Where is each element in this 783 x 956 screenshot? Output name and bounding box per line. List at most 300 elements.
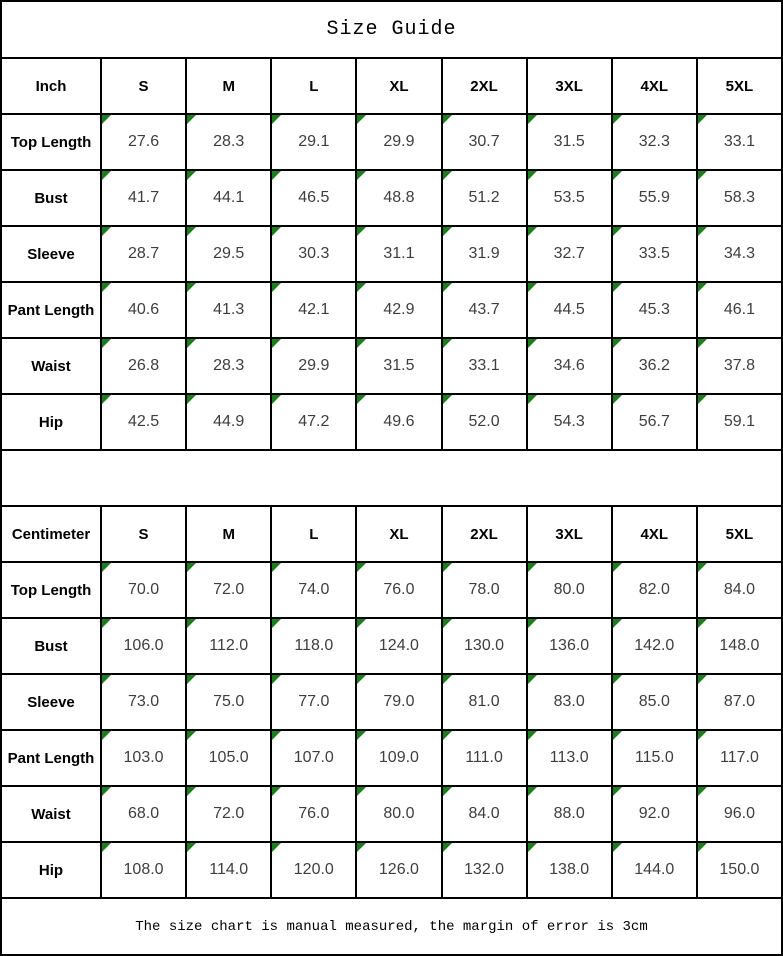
corner-marker-icon (613, 675, 622, 684)
size-col-header-text: M (222, 525, 235, 543)
corner-marker-icon (187, 675, 196, 684)
corner-marker-icon (187, 339, 196, 348)
size-value-cell-text: 124.0 (378, 637, 419, 654)
size-value-cell-text: 43.7 (468, 301, 500, 318)
corner-marker-icon (102, 731, 111, 740)
size-value-cell (186, 786, 271, 842)
measurement-row (1, 618, 782, 674)
size-value-cell (101, 338, 186, 394)
row-label-text: Hip (38, 861, 64, 879)
size-value-cell (442, 282, 527, 338)
size-value-cell-text: 111.0 (465, 749, 503, 766)
row-label-text: Sleeve (27, 245, 75, 263)
size-value-cell (356, 730, 441, 786)
page-title-text: Size Guide (326, 18, 457, 41)
corner-marker-icon (272, 619, 281, 628)
size-value-cell-text: 27.6 (127, 133, 160, 150)
centimeter-table-body (1, 506, 782, 898)
size-col-header-text: L (309, 525, 319, 543)
size-value-cell-text: 42.5 (127, 413, 160, 430)
corner-marker-icon (187, 787, 196, 796)
corner-marker-icon (528, 787, 537, 796)
size-value-cell (612, 282, 697, 338)
footer-note (1, 898, 782, 955)
size-value-cell (697, 338, 782, 394)
size-value-cell-text: 31.5 (383, 357, 415, 374)
size-col-header-text: XL (389, 77, 409, 95)
corner-marker-icon (357, 675, 366, 684)
row-label (1, 394, 101, 450)
size-value-cell-text: 117.0 (720, 749, 759, 766)
measurement-row (1, 114, 782, 170)
size-value-cell-text: 28.3 (213, 133, 245, 150)
size-value-cell-text: 31.5 (553, 133, 585, 150)
size-col-header (356, 58, 441, 114)
corner-marker-icon (187, 731, 196, 740)
row-label (1, 338, 101, 394)
size-value-cell-text: 40.6 (127, 301, 160, 318)
row-label-text: Pant Length (7, 301, 95, 319)
size-value-cell (612, 730, 697, 786)
spacer-cell (1, 450, 782, 506)
spacer-row (1, 450, 782, 506)
corner-marker-icon (613, 563, 622, 572)
corner-marker-icon (443, 843, 452, 852)
corner-marker-icon (613, 227, 622, 236)
size-value-cell (271, 282, 356, 338)
size-value-cell-text: 87.0 (723, 693, 755, 710)
size-value-cell-text: 84.0 (723, 581, 755, 598)
size-value-cell-text: 41.7 (127, 189, 160, 206)
corner-marker-icon (698, 675, 707, 684)
size-value-cell (186, 842, 271, 898)
size-value-cell (271, 618, 356, 674)
corner-marker-icon (357, 339, 366, 348)
size-value-cell-text: 44.1 (213, 189, 245, 206)
size-value-cell (101, 786, 186, 842)
size-value-cell-text: 42.9 (383, 301, 415, 318)
measurement-row (1, 394, 782, 450)
size-value-cell-text: 53.5 (553, 189, 585, 206)
corner-marker-icon (528, 619, 537, 628)
size-value-cell (442, 562, 527, 618)
corner-marker-icon (357, 395, 366, 404)
size-value-cell (697, 786, 782, 842)
corner-marker-icon (443, 563, 452, 572)
size-value-cell-text: 68.0 (127, 805, 160, 822)
size-value-cell (697, 114, 782, 170)
size-value-cell (612, 226, 697, 282)
row-label (1, 562, 101, 618)
corner-marker-icon (443, 339, 452, 348)
size-value-cell-text: 56.7 (638, 413, 670, 430)
corner-marker-icon (187, 171, 196, 180)
corner-marker-icon (613, 171, 622, 180)
corner-marker-icon (698, 787, 707, 796)
size-value-cell-text: 34.6 (553, 357, 585, 374)
size-value-cell-text: 30.7 (468, 133, 500, 150)
corner-marker-icon (613, 731, 622, 740)
measurement-row (1, 674, 782, 730)
size-value-cell-text: 120.0 (293, 861, 334, 878)
corner-marker-icon (443, 227, 452, 236)
row-label-text: Pant Length (7, 749, 95, 767)
size-value-cell-text: 42.1 (298, 301, 330, 318)
size-value-cell (612, 170, 697, 226)
row-label (1, 730, 101, 786)
size-value-cell-text: 49.6 (383, 413, 415, 430)
size-value-cell (186, 730, 271, 786)
size-value-cell (271, 338, 356, 394)
size-value-cell-text: 150.0 (719, 861, 760, 878)
corner-marker-icon (613, 619, 622, 628)
size-value-cell (697, 674, 782, 730)
corner-marker-icon (613, 395, 622, 404)
size-value-cell (271, 170, 356, 226)
size-col-header-text: M (222, 77, 235, 95)
corner-marker-icon (102, 283, 111, 292)
size-value-cell-text: 77.0 (298, 693, 330, 710)
corner-marker-icon (102, 115, 111, 124)
corner-marker-icon (528, 227, 537, 236)
corner-marker-icon (272, 675, 281, 684)
size-col-header-text: XL (389, 525, 409, 543)
size-value-cell (186, 170, 271, 226)
size-col-header (356, 506, 441, 562)
corner-marker-icon (272, 227, 281, 236)
corner-marker-icon (613, 115, 622, 124)
size-value-cell (101, 730, 186, 786)
corner-marker-icon (528, 843, 537, 852)
size-value-cell (356, 562, 441, 618)
row-label-text: Bust (34, 637, 68, 655)
size-value-cell (101, 562, 186, 618)
size-value-cell (527, 730, 612, 786)
size-col-header-text: 4XL (640, 525, 669, 543)
size-value-cell-text: 31.9 (468, 245, 500, 262)
row-label-text: Bust (34, 189, 68, 207)
size-value-cell-text: 72.0 (213, 581, 245, 598)
size-value-cell (186, 338, 271, 394)
size-value-cell (101, 282, 186, 338)
size-col-header (527, 506, 612, 562)
corner-marker-icon (357, 115, 366, 124)
size-col-header (186, 506, 271, 562)
size-value-cell (101, 114, 186, 170)
size-col-header-text: 2XL (470, 525, 498, 543)
corner-marker-icon (187, 115, 196, 124)
row-label-text: Top Length (10, 133, 92, 151)
size-col-header-text: 5XL (725, 77, 754, 95)
size-value-cell-text: 76.0 (298, 805, 330, 822)
size-value-cell (697, 842, 782, 898)
unit-label-text: Centimeter (11, 525, 91, 543)
footer-row (1, 898, 782, 955)
corner-marker-icon (528, 563, 537, 572)
corner-marker-icon (187, 395, 196, 404)
size-value-cell-text: 88.0 (553, 805, 585, 822)
size-value-cell-text: 45.3 (638, 301, 670, 318)
size-col-header-text: 2XL (470, 77, 498, 95)
corner-marker-icon (357, 787, 366, 796)
corner-marker-icon (187, 227, 196, 236)
corner-marker-icon (357, 171, 366, 180)
corner-marker-icon (613, 339, 622, 348)
row-label-text: Waist (31, 357, 71, 375)
title-row (1, 1, 782, 58)
corner-marker-icon (698, 115, 707, 124)
size-col-header (697, 58, 782, 114)
corner-marker-icon (528, 339, 537, 348)
corner-marker-icon (443, 171, 452, 180)
size-value-cell (356, 674, 441, 730)
corner-marker-icon (357, 731, 366, 740)
measurement-row (1, 170, 782, 226)
size-value-cell (527, 114, 612, 170)
size-value-cell-text: 107.0 (293, 749, 334, 766)
size-value-cell (186, 394, 271, 450)
measurement-row (1, 786, 782, 842)
size-value-cell (442, 170, 527, 226)
size-value-cell-text: 72.0 (213, 805, 245, 822)
size-value-cell-text: 32.3 (638, 133, 670, 150)
size-col-header (527, 58, 612, 114)
size-value-cell (186, 618, 271, 674)
size-value-cell (697, 170, 782, 226)
corner-marker-icon (102, 619, 111, 628)
size-col-header (442, 506, 527, 562)
size-value-cell (697, 394, 782, 450)
size-value-cell (356, 114, 441, 170)
measurement-row (1, 282, 782, 338)
size-value-cell-text: 33.1 (723, 133, 755, 150)
size-value-cell-text: 108.0 (123, 861, 164, 878)
size-value-cell-text: 109.0 (378, 749, 419, 766)
corner-marker-icon (613, 283, 622, 292)
size-value-cell (527, 786, 612, 842)
size-value-cell (697, 226, 782, 282)
size-value-cell (186, 562, 271, 618)
corner-marker-icon (698, 395, 707, 404)
corner-marker-icon (102, 843, 111, 852)
size-col-header-text: S (138, 525, 149, 543)
size-value-cell-text: 29.9 (383, 133, 415, 150)
size-value-cell-text: 37.8 (723, 357, 755, 374)
footer-note-text: The size chart is manual measured, the margin of error is 3cm (135, 918, 648, 935)
row-label (1, 674, 101, 730)
size-col-header-text: 3XL (555, 525, 583, 543)
size-value-cell-text: 73.0 (127, 693, 160, 710)
size-value-cell (527, 618, 612, 674)
size-value-cell-text: 32.7 (553, 245, 585, 262)
size-value-cell-text: 30.3 (298, 245, 330, 262)
size-col-header-text: S (138, 77, 149, 95)
size-value-cell (612, 618, 697, 674)
size-value-cell (101, 842, 186, 898)
row-label (1, 786, 101, 842)
size-value-cell-text: 44.9 (213, 413, 245, 430)
size-value-cell-text: 112.0 (209, 637, 249, 654)
size-col-header (101, 58, 186, 114)
corner-marker-icon (698, 171, 707, 180)
size-col-header (612, 506, 697, 562)
corner-marker-icon (357, 227, 366, 236)
size-value-cell (356, 842, 441, 898)
size-value-cell-text: 138.0 (549, 861, 590, 878)
size-value-cell-text: 130.0 (464, 637, 505, 654)
size-value-cell-text: 44.5 (553, 301, 585, 318)
size-value-cell (442, 786, 527, 842)
corner-marker-icon (102, 675, 111, 684)
size-value-cell (697, 282, 782, 338)
corner-marker-icon (357, 283, 366, 292)
size-value-cell-text: 106.0 (123, 637, 164, 654)
size-value-cell (356, 226, 441, 282)
size-value-cell (271, 842, 356, 898)
size-value-cell-text: 59.1 (723, 413, 755, 430)
size-header-row (1, 58, 782, 114)
corner-marker-icon (357, 563, 366, 572)
row-label-text: Waist (31, 805, 71, 823)
size-col-header (101, 506, 186, 562)
size-value-cell (697, 618, 782, 674)
size-value-cell (442, 394, 527, 450)
size-value-cell (442, 674, 527, 730)
size-header-row (1, 506, 782, 562)
size-value-cell (697, 562, 782, 618)
size-value-cell-text: 52.0 (468, 413, 500, 430)
corner-marker-icon (272, 787, 281, 796)
size-col-header (186, 58, 271, 114)
size-value-cell-text: 70.0 (127, 581, 160, 598)
size-value-cell-text: 33.1 (468, 357, 500, 374)
corner-marker-icon (698, 619, 707, 628)
size-value-cell (271, 674, 356, 730)
row-label (1, 226, 101, 282)
size-value-cell-text: 51.2 (468, 189, 500, 206)
size-col-header (442, 58, 527, 114)
size-value-cell-text: 55.9 (638, 189, 670, 206)
size-value-cell (527, 674, 612, 730)
size-value-cell-text: 46.5 (298, 189, 330, 206)
corner-marker-icon (102, 787, 111, 796)
row-label (1, 618, 101, 674)
corner-marker-icon (102, 339, 111, 348)
size-value-cell (442, 618, 527, 674)
corner-marker-icon (698, 843, 707, 852)
size-value-cell-text: 114.0 (209, 861, 249, 878)
size-value-cell (186, 114, 271, 170)
size-value-cell-text: 118.0 (294, 637, 334, 654)
size-value-cell (271, 394, 356, 450)
size-col-header-text: L (309, 77, 319, 95)
size-value-cell (271, 114, 356, 170)
row-label-text: Top Length (10, 581, 92, 599)
corner-marker-icon (698, 283, 707, 292)
size-value-cell-text: 54.3 (553, 413, 585, 430)
size-value-cell (356, 338, 441, 394)
corner-marker-icon (272, 843, 281, 852)
corner-marker-icon (272, 283, 281, 292)
size-col-header-text: 5XL (725, 525, 754, 543)
row-label (1, 114, 101, 170)
corner-marker-icon (272, 563, 281, 572)
size-value-cell (527, 226, 612, 282)
corner-marker-icon (187, 283, 196, 292)
corner-marker-icon (443, 115, 452, 124)
corner-marker-icon (272, 731, 281, 740)
size-value-cell (356, 170, 441, 226)
corner-marker-icon (187, 619, 196, 628)
corner-marker-icon (528, 395, 537, 404)
corner-marker-icon (102, 395, 111, 404)
corner-marker-icon (357, 619, 366, 628)
size-value-cell-text: 28.7 (127, 245, 160, 262)
size-value-cell (442, 842, 527, 898)
corner-marker-icon (272, 115, 281, 124)
measurement-row (1, 562, 782, 618)
measurement-row (1, 730, 782, 786)
size-value-cell-text: 26.8 (127, 357, 160, 374)
corner-marker-icon (272, 171, 281, 180)
size-value-cell-text: 79.0 (383, 693, 415, 710)
measurement-row (1, 226, 782, 282)
corner-marker-icon (528, 115, 537, 124)
page-title (1, 1, 782, 58)
size-value-cell-text: 76.0 (383, 581, 415, 598)
size-col-header-text: 4XL (640, 77, 669, 95)
size-value-cell (442, 730, 527, 786)
corner-marker-icon (443, 787, 452, 796)
size-value-cell-text: 82.0 (638, 581, 670, 598)
size-value-cell-text: 103.0 (123, 749, 164, 766)
size-value-cell (527, 282, 612, 338)
size-value-cell-text: 115.0 (634, 749, 674, 766)
corner-marker-icon (443, 619, 452, 628)
size-value-cell-text: 83.0 (553, 693, 585, 710)
size-value-cell (442, 226, 527, 282)
size-value-cell-text: 48.8 (383, 189, 415, 206)
size-value-cell (101, 226, 186, 282)
corner-marker-icon (272, 339, 281, 348)
size-value-cell (101, 618, 186, 674)
row-label (1, 170, 101, 226)
row-label-text: Hip (38, 413, 64, 431)
measurement-row (1, 842, 782, 898)
size-value-cell (271, 562, 356, 618)
corner-marker-icon (698, 339, 707, 348)
corner-marker-icon (102, 171, 111, 180)
size-value-cell-text: 142.0 (634, 637, 675, 654)
size-value-cell (612, 562, 697, 618)
size-value-cell (186, 226, 271, 282)
size-value-cell-text: 81.0 (468, 693, 500, 710)
size-value-cell (356, 394, 441, 450)
size-value-cell-text: 47.2 (298, 413, 330, 430)
corner-marker-icon (272, 395, 281, 404)
size-value-cell (527, 170, 612, 226)
size-value-cell (442, 114, 527, 170)
size-value-cell-text: 31.1 (383, 245, 415, 262)
size-value-cell-text: 58.3 (723, 189, 755, 206)
size-value-cell (527, 394, 612, 450)
size-value-cell (356, 282, 441, 338)
size-value-cell-text: 85.0 (638, 693, 670, 710)
size-value-cell (356, 786, 441, 842)
size-col-header-text: 3XL (555, 77, 583, 95)
size-value-cell (527, 338, 612, 394)
corner-marker-icon (613, 787, 622, 796)
